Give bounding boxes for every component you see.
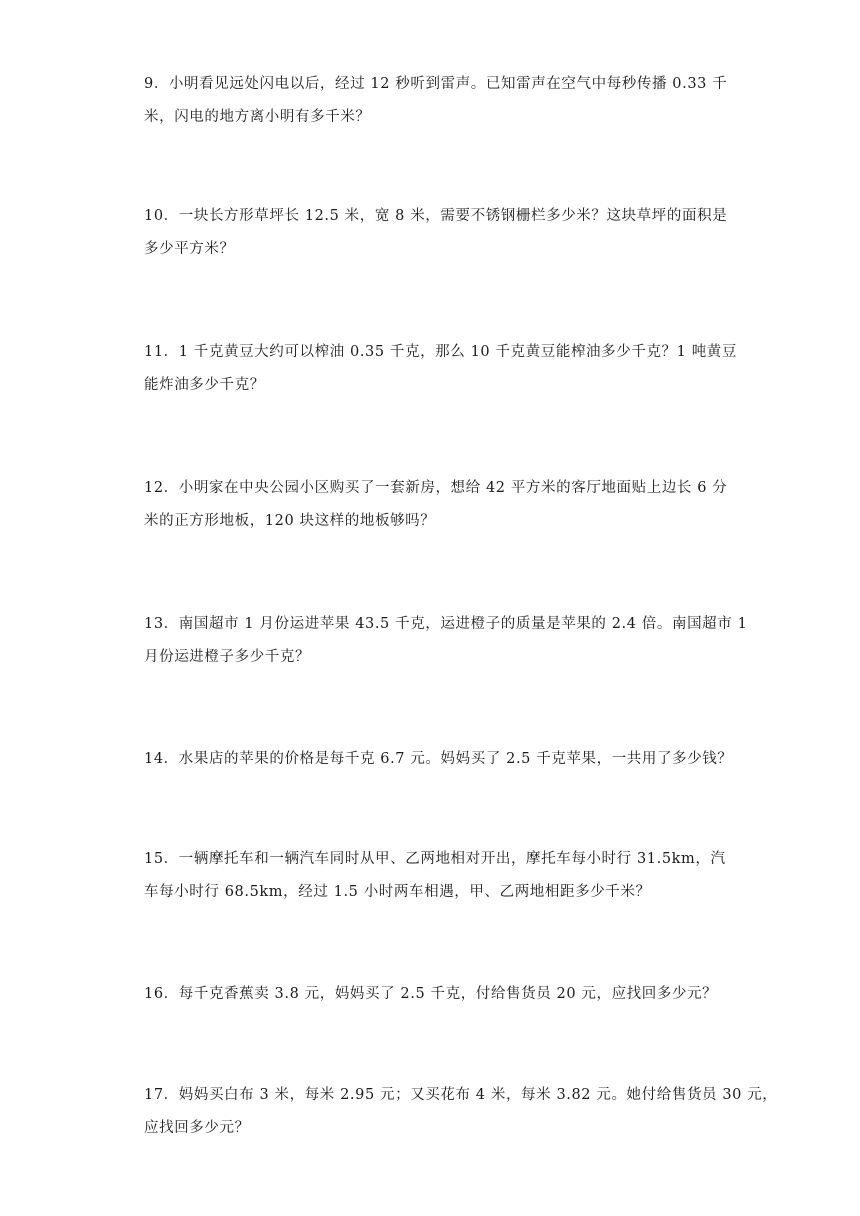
question-15-line-2: 车每小时行 68.5km，经过 1.5 小时两车相遇，甲、乙两地相距多少千米？	[144, 884, 651, 900]
question-11-line-2: 能炸油多少千克？	[144, 377, 265, 393]
question-13-line-2: 月份运进橙子多少千克？	[144, 649, 311, 665]
question-12-line-2: 米的正方形地板，120 块这样的地板够吗？	[144, 513, 436, 529]
question-14-line-1: 14．水果店的苹果的价格是每千克 6.7 元。妈妈买了 2.5 千克苹果，一共用了多少钱？	[144, 751, 733, 767]
question-15-line-1: 15．一辆摩托车和一辆汽车同时从甲、乙两地相对开出，摩托车每小时行 31.5km，汽	[144, 851, 726, 867]
question-9-line-1: 9．小明看见远处闪电以后，经过 12 秒听到雷声。已知雷声在空气中每秒传播 0.33 千	[144, 76, 728, 92]
question-17-line-1: 17．妈妈买白布 3 米，每米 2.95 元；又买花布 4 米，每米 3.82 元。她付给售货员 30 元，	[144, 1087, 778, 1103]
question-10-line-1: 10．一块长方形草坪长 12.5 米，宽 8 米，需要不锈钢栅栏多少米？这块草坪的面积是	[144, 208, 728, 224]
question-10-line-2: 多少平方米？	[144, 241, 235, 257]
question-13	[144, 608, 748, 674]
question-15	[144, 843, 726, 909]
question-14	[144, 743, 733, 776]
question-17	[144, 1079, 778, 1145]
question-16-line-1: 16．每千克香蕉卖 3.8 元，妈妈买了 2.5 千克，付给售货员 20 元，应找回多少元？	[144, 986, 718, 1002]
question-9	[144, 68, 728, 134]
question-9-line-2: 米，闪电的地方离小明有多千米？	[144, 109, 371, 125]
question-12	[144, 472, 728, 538]
question-13-line-1: 13．南国超市 1 月份运进苹果 43.5 千克，运进橙子的质量是苹果的 2.4 倍。南国超市 1	[144, 616, 748, 632]
question-12-line-1: 12．小明家在中央公园小区购买了一套新房，想给 42 平方米的客厅地面贴上边长 6 分	[144, 480, 728, 496]
question-11	[144, 336, 737, 402]
question-16	[144, 978, 718, 1011]
question-10	[144, 200, 728, 266]
question-11-line-1: 11．1 千克黄豆大约可以榨油 0.35 千克，那么 10 千克黄豆能榨油多少千克？1 吨黄豆	[144, 344, 737, 360]
question-17-line-2: 应找回多少元？	[144, 1120, 250, 1136]
